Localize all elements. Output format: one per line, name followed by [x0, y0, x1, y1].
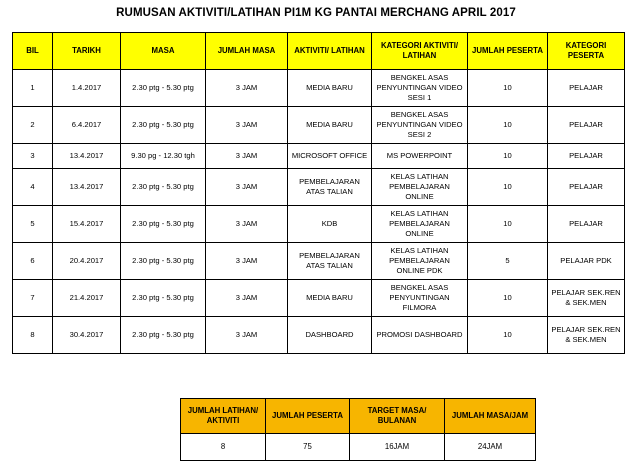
cell-kategori-peserta: PELAJAR SEK.REN & SEK.MEN [548, 280, 625, 317]
summary-table [180, 398, 536, 461]
cell-aktiviti: KDB [288, 206, 372, 243]
summary-value-jumlah-latihan: 8 [181, 434, 266, 461]
report-title: RUMUSAN AKTIVITI/LATIHAN PI1M KG PANTAI MERCHANG APRIL 2017 [116, 7, 516, 19]
summary-value-target-masa: 16JAM [350, 434, 445, 461]
activity-table [12, 32, 625, 354]
cell-masa: 2.30 ptg - 5.30 ptg [121, 107, 206, 144]
cell-kategori-peserta: PELAJAR PDK [548, 243, 625, 280]
table-row [13, 70, 625, 107]
table-row [13, 107, 625, 144]
table-row [13, 280, 625, 317]
col-header-masa: MASA [121, 33, 206, 70]
cell-kategori-peserta: PELAJAR [548, 107, 625, 144]
table-row [13, 317, 625, 354]
cell-masa: 9.30 pg - 12.30 tgh [121, 144, 206, 169]
cell-aktiviti: DASHBOARD [288, 317, 372, 354]
cell-kategori-aktiviti: KELAS LATIHAN PEMBELAJARAN ONLINE [372, 206, 468, 243]
cell-masa: 2.30 ptg - 5.30 ptg [121, 243, 206, 280]
cell-bil: 2 [13, 107, 53, 144]
cell-kategori-peserta: PELAJAR SEK.REN & SEK.MEN [548, 317, 625, 354]
cell-aktiviti: MEDIA BARU [288, 107, 372, 144]
cell-jumlah-peserta: 10 [468, 317, 548, 354]
cell-tarikh: 6.4.2017 [53, 107, 121, 144]
cell-jumlah-masa: 3 JAM [206, 243, 288, 280]
cell-tarikh: 1.4.2017 [53, 70, 121, 107]
cell-bil: 4 [13, 169, 53, 206]
cell-masa: 2.30 ptg - 5.30 ptg [121, 169, 206, 206]
table-row [13, 206, 625, 243]
cell-bil: 7 [13, 280, 53, 317]
cell-masa: 2.30 ptg - 5.30 ptg [121, 317, 206, 354]
summary-header-row [181, 399, 536, 434]
cell-kategori-peserta: PELAJAR [548, 206, 625, 243]
cell-bil: 3 [13, 144, 53, 169]
cell-jumlah-masa: 3 JAM [206, 169, 288, 206]
summary-header-jumlah-peserta: JUMLAH PESERTA [266, 399, 350, 434]
col-header-jumlah-masa: JUMLAH MASA [206, 33, 288, 70]
cell-bil: 8 [13, 317, 53, 354]
cell-kategori-aktiviti: KELAS LATIHAN PEMBELAJARAN ONLINE [372, 169, 468, 206]
cell-jumlah-peserta: 10 [468, 70, 548, 107]
col-header-jumlah-peserta: JUMLAH PESERTA [468, 33, 548, 70]
cell-masa: 2.30 ptg - 5.30 ptg [121, 70, 206, 107]
cell-aktiviti: MEDIA BARU [288, 280, 372, 317]
cell-kategori-peserta: PELAJAR [548, 144, 625, 169]
cell-jumlah-masa: 3 JAM [206, 206, 288, 243]
table-row [13, 243, 625, 280]
cell-kategori-aktiviti: MS POWERPOINT [372, 144, 468, 169]
cell-tarikh: 13.4.2017 [53, 144, 121, 169]
cell-kategori-aktiviti: BENGKEL ASAS PENYUNTINGAN FILMORA [372, 280, 468, 317]
cell-aktiviti: PEMBELAJARAN ATAS TALIAN [288, 169, 372, 206]
cell-tarikh: 20.4.2017 [53, 243, 121, 280]
cell-jumlah-peserta: 5 [468, 243, 548, 280]
cell-jumlah-peserta: 10 [468, 144, 548, 169]
cell-jumlah-peserta: 10 [468, 280, 548, 317]
col-header-aktiviti: AKTIVITI/ LATIHAN [288, 33, 372, 70]
cell-masa: 2.30 ptg - 5.30 ptg [121, 206, 206, 243]
table-row [13, 144, 625, 169]
cell-kategori-peserta: PELAJAR [548, 70, 625, 107]
cell-jumlah-masa: 3 JAM [206, 107, 288, 144]
cell-bil: 1 [13, 70, 53, 107]
col-header-kategori-aktiviti: KATEGORI AKTIVITI/ LATIHAN [372, 33, 468, 70]
summary-value-jumlah-masa: 24JAM [445, 434, 536, 461]
cell-kategori-aktiviti: KELAS LATIHAN PEMBELAJARAN ONLINE PDK [372, 243, 468, 280]
col-header-tarikh: TARIKH [53, 33, 121, 70]
cell-tarikh: 13.4.2017 [53, 169, 121, 206]
cell-jumlah-masa: 3 JAM [206, 317, 288, 354]
summary-header-jumlah-masa: JUMLAH MASA/JAM [445, 399, 536, 434]
cell-tarikh: 30.4.2017 [53, 317, 121, 354]
cell-tarikh: 15.4.2017 [53, 206, 121, 243]
cell-aktiviti: MICROSOFT OFFICE [288, 144, 372, 169]
col-header-bil: BIL [13, 33, 53, 70]
cell-kategori-peserta: PELAJAR [548, 169, 625, 206]
cell-aktiviti: PEMBELAJARAN ATAS TALIAN [288, 243, 372, 280]
cell-kategori-aktiviti: BENGKEL ASAS PENYUNTINGAN VIDEO SESI 1 [372, 70, 468, 107]
cell-jumlah-masa: 3 JAM [206, 144, 288, 169]
cell-jumlah-peserta: 10 [468, 107, 548, 144]
table-row [13, 169, 625, 206]
cell-jumlah-peserta: 10 [468, 169, 548, 206]
cell-bil: 6 [13, 243, 53, 280]
summary-header-jumlah-latihan: JUMLAH LATIHAN/ AKTIVITI [181, 399, 266, 434]
table-header-row [13, 33, 625, 70]
col-header-kategori-peserta: KATEGORI PESERTA [548, 33, 625, 70]
cell-jumlah-masa: 3 JAM [206, 280, 288, 317]
summary-header-target-masa: TARGET MASA/ BULANAN [350, 399, 445, 434]
summary-values-row [181, 434, 536, 461]
cell-bil: 5 [13, 206, 53, 243]
cell-kategori-aktiviti: BENGKEL ASAS PENYUNTINGAN VIDEO SESI 2 [372, 107, 468, 144]
cell-kategori-aktiviti: PROMOSI DASHBOARD [372, 317, 468, 354]
cell-aktiviti: MEDIA BARU [288, 70, 372, 107]
cell-masa: 2.30 ptg - 5.30 ptg [121, 280, 206, 317]
summary-value-jumlah-peserta: 75 [266, 434, 350, 461]
cell-jumlah-masa: 3 JAM [206, 70, 288, 107]
cell-tarikh: 21.4.2017 [53, 280, 121, 317]
cell-jumlah-peserta: 10 [468, 206, 548, 243]
